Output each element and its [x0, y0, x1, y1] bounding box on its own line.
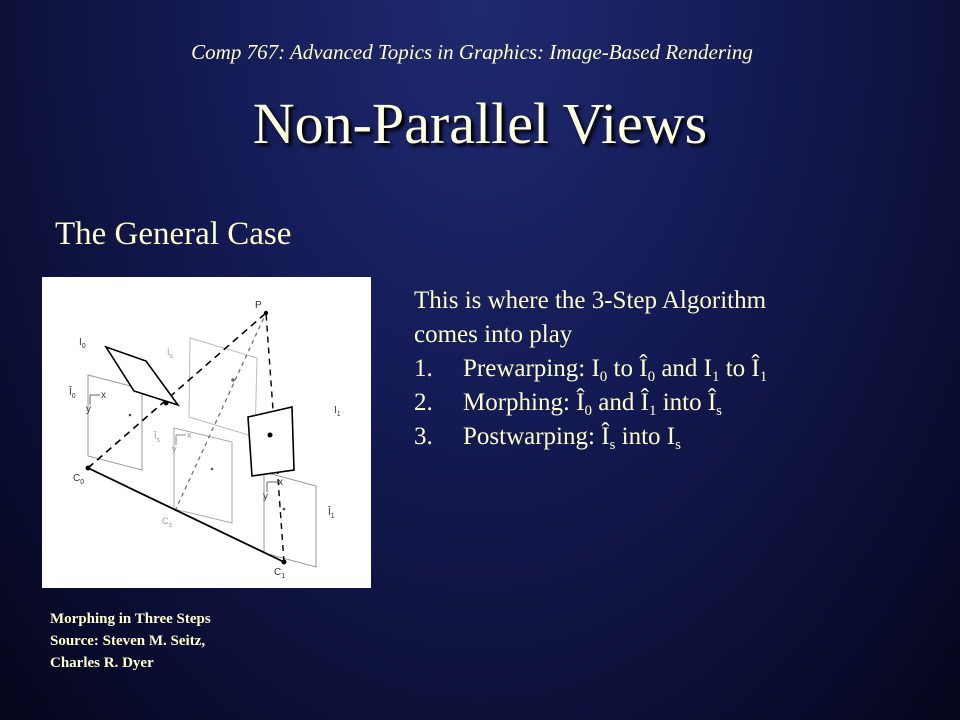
pt-i0hat: [129, 414, 132, 417]
label-x-s: x: [187, 430, 192, 440]
step-3-number: 3.: [414, 423, 433, 450]
step-1: 1. Prewarping: $I_0$ to $Î_0$ and $I_1$ to $Î_1$: [414, 352, 934, 386]
caption-line2: Source: Steven M. Seitz,: [50, 633, 206, 649]
intro-line1: This is where the 3-Step Algorithm: [414, 287, 767, 314]
ray-c0: [88, 313, 266, 468]
steps-list: [414, 352, 934, 454]
course-header: Comp 767: Advanced Topics in Graphics: Image-Based Rendering: [191, 40, 753, 64]
point-p: [264, 311, 268, 315]
slide-subtitle: The General Case: [55, 216, 292, 252]
label-i0: $I_0$: [79, 337, 86, 350]
figure-caption: [50, 608, 350, 674]
i1hat-plane: [264, 472, 316, 567]
morphing-diagram: [42, 277, 371, 588]
diagram-svg: [42, 277, 371, 588]
ishat-plane: [174, 428, 232, 523]
caption-line1: Morphing in Three Steps: [50, 611, 211, 627]
point-c1: [282, 560, 287, 565]
label-ishat: $Î_s$: [154, 431, 161, 444]
point-is-proj: [231, 378, 235, 382]
label-i0hat: $Î_0$: [69, 387, 76, 400]
label-i1hat: $Î_1$: [328, 507, 335, 520]
label-c0: $C_0$: [73, 473, 85, 486]
step-2-number: 2.: [414, 389, 433, 416]
point-i0-proj: [164, 401, 169, 406]
pt-i1hat: [283, 508, 286, 511]
label-x-0: x: [101, 390, 106, 401]
label-i1: $I_1$: [334, 405, 341, 418]
point-c0: [86, 466, 91, 471]
label-c1: $C_1$: [274, 567, 286, 580]
slide-title: Non-Parallel Views: [252, 91, 708, 156]
intro-line2: comes into play: [414, 321, 573, 348]
label-cs: $C_s$: [162, 516, 172, 529]
point-i1-proj: [268, 433, 273, 438]
label-is: $I_s$: [167, 347, 174, 360]
body-text: [414, 284, 934, 454]
pt-ishat: [211, 468, 214, 471]
baseline: [88, 468, 284, 562]
label-x-1: x: [278, 477, 283, 488]
label-y-0: y: [86, 404, 91, 415]
label-p: P: [255, 300, 262, 311]
label-y-1: y: [263, 491, 268, 502]
step-1-number: 1.: [414, 355, 433, 382]
step-3: 3. Postwarping: $Î_s$ into $I_s$: [414, 420, 934, 454]
label-y-s: y: [172, 444, 177, 454]
step-2: 2. Morphing: $Î_0$ and $Î_1$ into $Î_s$: [414, 386, 934, 420]
is-plane: [189, 338, 257, 437]
i1-plane: [248, 407, 294, 476]
caption-line3: Charles R. Dyer: [50, 655, 154, 671]
